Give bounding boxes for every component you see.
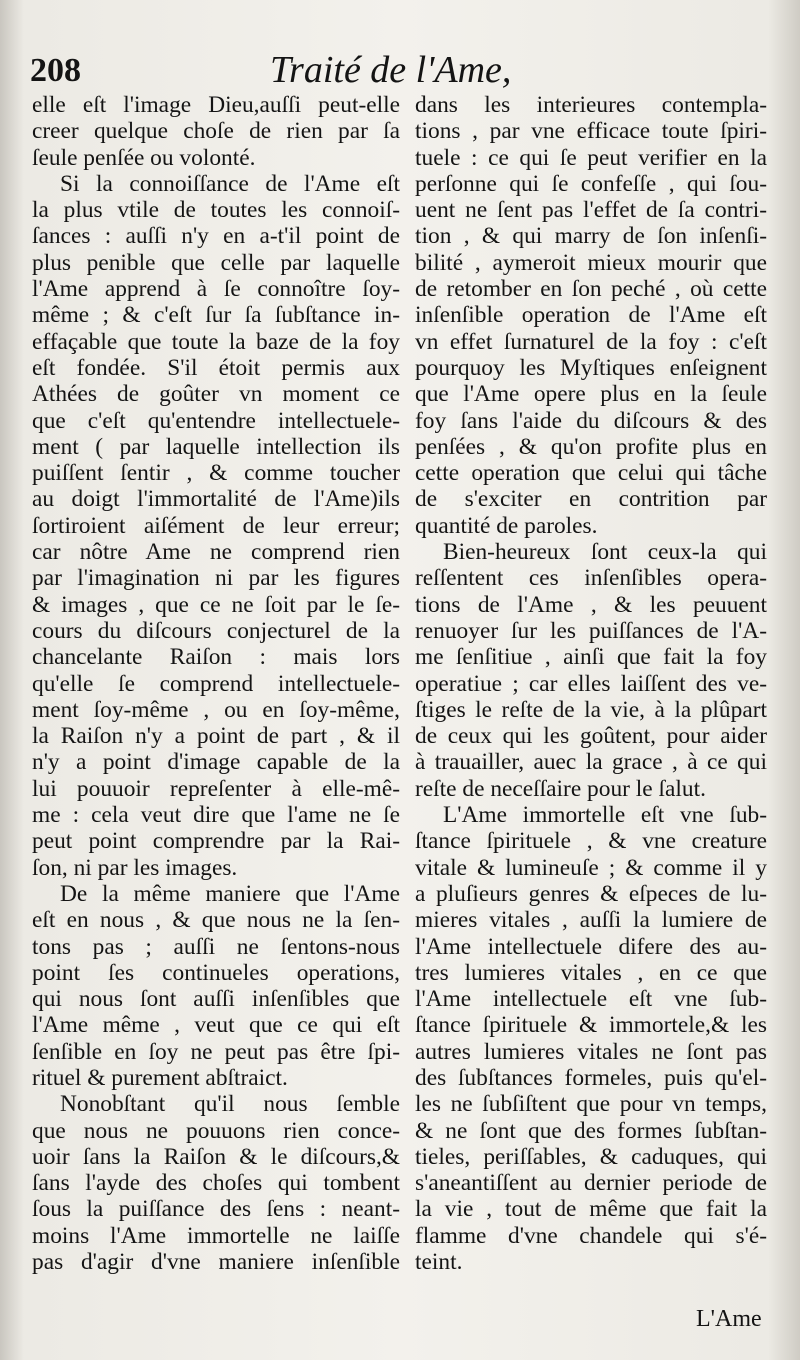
text-line: plus penible que celle par laquelle — [32, 249, 400, 276]
text-line: lui pouuoir repreſenter à elle-mê- — [32, 775, 400, 802]
text-line: flamme d'vne chandele qui s'é- — [415, 1222, 767, 1249]
text-line: eſt fondée. S'il étoit permis aux — [32, 354, 400, 381]
text-line: tions , par vne efficace toute ſpiri- — [415, 118, 767, 145]
text-line: penſées , & qu'on profite plus en — [415, 433, 767, 460]
text-line: de s'exciter en contrition par — [415, 486, 767, 513]
text-line: ſortiroient aiſément de leur erreur; — [32, 512, 400, 539]
text-line: que nous ne pouuons rien conce- — [32, 1117, 400, 1144]
text-line: reſte de neceſſaire pour le ſalut. — [415, 775, 706, 802]
text-line: de ceux qui les goûtent, pour aider — [415, 723, 767, 750]
text-line: tion , & qui marry de ſon inſenſi- — [415, 223, 767, 250]
text-line: tons pas ; auſſi ne ſentons-nous — [32, 933, 400, 960]
text-line: s'aneantiſſent au dernier periode de — [415, 1170, 767, 1197]
text-line: point ſes continueles operations, — [32, 959, 400, 986]
text-line: vn effet ſurnaturel de la foy : c'eſt — [415, 328, 767, 355]
text-line: les ne ſubſiſtent que pour vn temps, — [415, 1091, 767, 1118]
text-line: tions de l'Ame , & les peuuent — [415, 591, 767, 618]
text-line: ſtance ſpirituele & immortele,& les — [415, 1012, 767, 1039]
text-line: la vie , tout de même que fait la — [415, 1196, 767, 1223]
text-line: de retomber en ſon peché , où cette — [415, 276, 767, 303]
text-line: teint. — [415, 1249, 463, 1276]
text-line: pourquoy les Myſtiques enſeignent — [415, 354, 767, 381]
text-line: cette operation que celui qui tâche — [415, 460, 767, 487]
text-line: effaçable que toute la baze de la foy — [32, 328, 400, 355]
text-line: l'Ame intellectuele eſt vne ſub- — [415, 986, 767, 1013]
text-line: n'y a point d'image capable de la — [32, 749, 400, 776]
text-line: uent ne ſent pas l'effet de ſa contri- — [415, 197, 767, 224]
text-line: L'Ame immortelle eſt vne ſub- — [443, 802, 767, 829]
text-line: Athées de goûter vn moment ce — [32, 381, 400, 408]
text-line: moins l'Ame immortelle ne laiſſe — [32, 1222, 400, 1249]
text-line: rituel & purement abſtraict. — [32, 1064, 288, 1091]
text-line: renuoyer ſur les puiſſances de l'A- — [415, 617, 767, 644]
text-line: foy ſans l'aide du diſcours & des — [415, 407, 767, 434]
text-line: au doigt l'immortalité de l'Ame)ils — [32, 486, 400, 513]
text-line: operatiue ; car elles laiſſent des ve- — [415, 670, 767, 697]
text-line: eſt en nous , & que nous ne la ſen- — [32, 907, 400, 934]
page-number: 208 — [30, 52, 81, 89]
text-line: me : cela veut dire que l'ame ne ſe — [32, 802, 400, 829]
text-line: ſeule penſée ou volonté. — [32, 144, 256, 171]
text-line: ſans l'ayde des choſes qui tombent — [32, 1170, 400, 1197]
text-line: De la même maniere que l'Ame — [60, 880, 400, 907]
text-line: dans les interieures contempla- — [415, 92, 767, 118]
page-header — [30, 48, 770, 98]
text-line: me ſenſitiue , ainſi que fait la foy — [415, 644, 767, 671]
text-line: puiſſent ſentir , & comme toucher — [32, 460, 400, 487]
text-line: ſtiges le reſte de la vie, à la plûpart — [415, 696, 767, 723]
text-line: tieles, periſſables, & caduques, qui — [415, 1143, 767, 1170]
text-line: ſous la puiſſance des ſens : neant- — [32, 1196, 400, 1223]
text-line: autres lumieres vitales ne ſont pas — [415, 1038, 767, 1065]
text-line: l'Ame intellectuele difere des au- — [415, 933, 767, 960]
text-line: a pluſieurs genres & eſpeces de lu- — [415, 880, 767, 907]
text-line: peut point comprendre par la Rai- — [32, 828, 400, 855]
text-line: que c'eſt qu'entendre intellectuele- — [32, 407, 400, 434]
text-line: bilité , aymeroit mieux mourir que — [415, 249, 767, 276]
text-line: reſſentent ces inſenſibles opera- — [415, 565, 767, 592]
left-text-column — [32, 92, 400, 1275]
running-title: Traité de l'Ame, — [270, 49, 512, 91]
text-line: uoir ſans la Raiſon & le diſcours,& — [32, 1143, 400, 1170]
text-line: elle eſt l'image Dieu,auſſi peut-elle — [32, 92, 400, 118]
text-line: qui nous ſont auſſi inſenſibles que — [32, 986, 400, 1013]
text-line: pas d'agir d'vne maniere inſenſible — [32, 1249, 400, 1276]
text-line: que l'Ame opere plus en la ſeule — [415, 381, 767, 408]
text-line: ſenſible en ſoy ne peut pas être ſpi- — [32, 1038, 400, 1065]
text-line: par l'imagination ni par les figures — [32, 565, 400, 592]
text-line: & images , que ce ne ſoit par le ſe- — [32, 591, 400, 618]
text-line: même ; & c'eſt ſur ſa ſubſtance in- — [32, 302, 400, 329]
text-line: ſtance ſpirituele , & vne creature — [415, 828, 767, 855]
text-line: des ſubſtances formeles, puis qu'el- — [415, 1064, 767, 1091]
text-line: ment ( par laquelle intellection ils — [32, 433, 400, 460]
text-line: qu'elle ſe comprend intellectuele- — [32, 670, 400, 697]
text-line: ſances : auſſi n'y en a-t'il point de — [32, 223, 400, 250]
text-line: ſon, ni par les images. — [32, 854, 238, 881]
text-line: quantité de paroles. — [415, 512, 598, 539]
text-line: & ne ſont que des formes ſubſtan- — [415, 1117, 767, 1144]
text-line: l'Ame même , veut que ce qui eſt — [32, 1012, 400, 1039]
text-line: chancelante Raiſon : mais lors — [32, 644, 400, 671]
text-line: Bien-heureux ſont ceux-la qui — [443, 539, 767, 566]
text-line: Nonobſtant qu'il nous ſemble — [60, 1091, 400, 1118]
text-line: ment ſoy-même , ou en ſoy-même, — [32, 696, 400, 723]
text-line: creer quelque choſe de rien par ſa — [32, 118, 400, 145]
text-line: la Raiſon n'y a point de part , & il — [32, 723, 400, 750]
text-line: perſonne qui ſe confeſſe , qui ſou- — [415, 170, 767, 197]
text-line: tuele : ce qui ſe peut verifier en la — [415, 144, 767, 171]
text-line: cours du diſcours conjecturel de la — [32, 617, 400, 644]
text-line: vitale & lumineuſe ; & comme il y — [415, 854, 767, 881]
text-line: tres lumieres vitales , en ce que — [415, 959, 767, 986]
right-text-column — [415, 92, 767, 1275]
text-line: Si la connoiſſance de l'Ame eſt — [60, 170, 400, 197]
catchword: L'Ame — [696, 1306, 762, 1332]
text-line: mieres vitales , auſſi la lumiere de — [415, 907, 767, 934]
text-line: inſenſible operation de l'Ame eſt — [415, 302, 767, 329]
text-line: car nôtre Ame ne comprend rien — [32, 539, 400, 566]
text-line: la plus vtile de toutes les connoiſ- — [32, 197, 400, 224]
text-line: à trauailler, auec la grace , à ce qui — [415, 749, 767, 776]
text-line: l'Ame apprend à ſe connoître ſoy- — [32, 276, 400, 303]
